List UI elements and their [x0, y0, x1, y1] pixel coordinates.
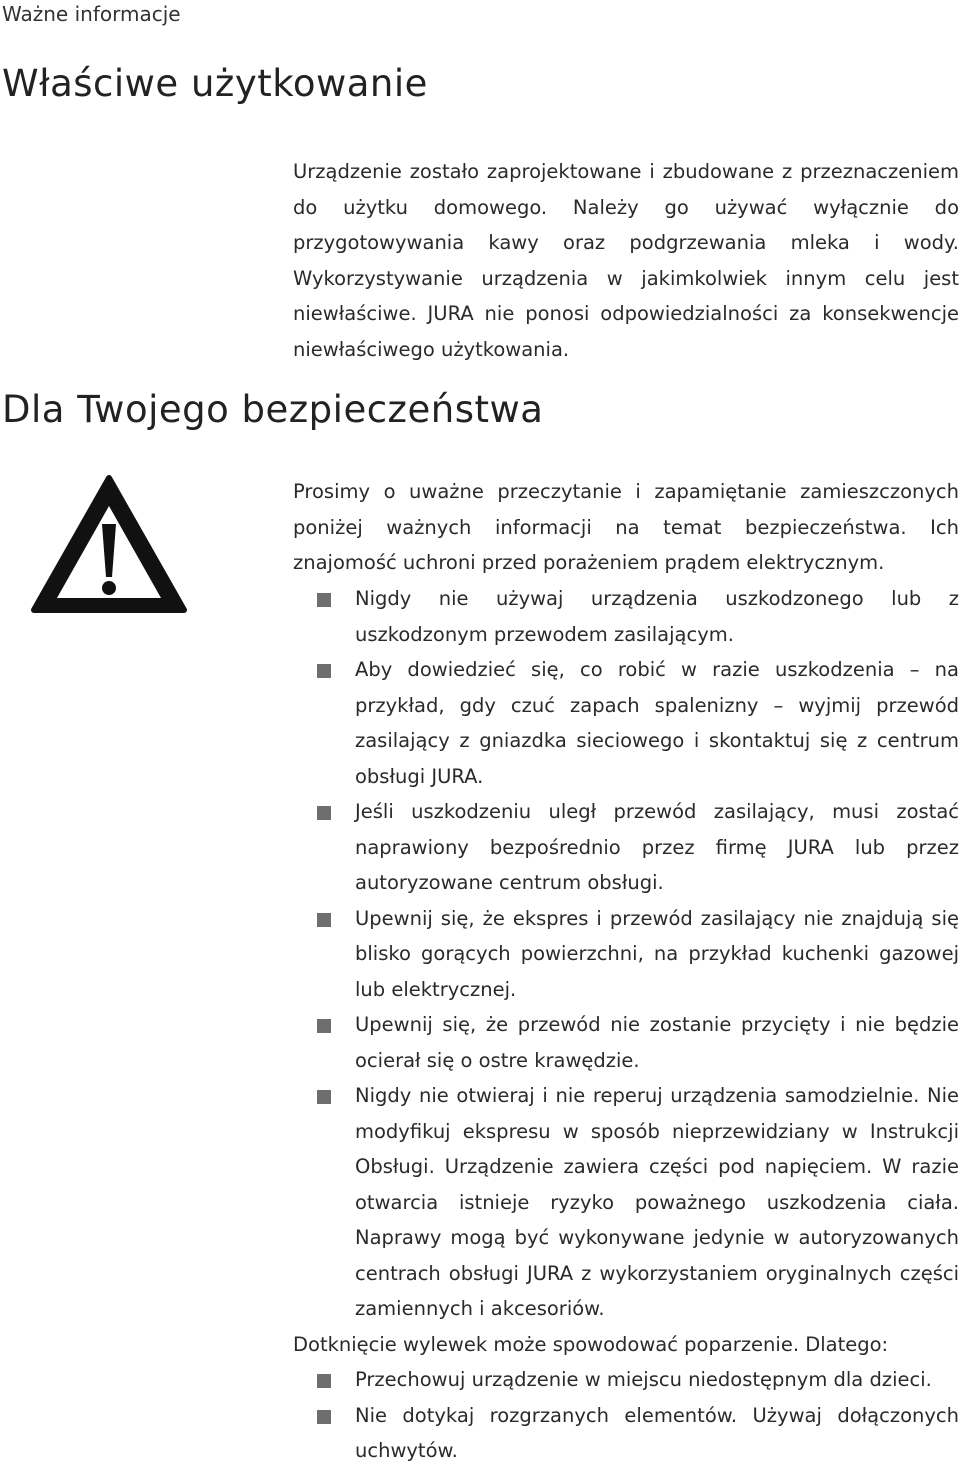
list-item: Upewnij się, że ekspres i przewód zasilający nie znajdują się blisko gorących powierzchni, na przykład kuchenki gazowej lub elektrycznej.: [293, 901, 959, 1008]
running-header: Ważne informacje: [2, 2, 181, 26]
bullet-square-icon: [317, 1410, 331, 1424]
hot-parts-bullet-list: [293, 1362, 959, 1469]
list-item: Przechowuj urządzenie w miejscu niedostępnym dla dzieci.: [293, 1362, 959, 1398]
list-item: Nie dotykaj rozgrzanych elementów. Używaj dołączonych uchwytów.: [293, 1398, 959, 1469]
list-item: Jeśli uszkodzeniu uległ przewód zasilający, musi zostać naprawiony bezpośrednio przez firmę JURA lub przez autoryzowane centrum obsługi.: [293, 794, 959, 901]
intended-use-paragraph: Urządzenie zostało zaprojektowane i zbudowane z przeznaczeniem do użytku domowego. Należy go używać wyłącznie do przygotowywania kawy oraz podgrzewania mleka i wody. Wykorzystywanie urządzenia w jakimkolwiek innym celu jest niewłaściwe. JURA nie ponosi odpowiedzialności za konsekwencje niewłaściwego użytkowania.: [293, 160, 959, 361]
section-title-intended-use: Właściwe użytkowanie: [2, 62, 428, 105]
list-item: Nigdy nie używaj urządzenia uszkodzonego lub z uszkodzonym przewodem zasilającym.: [293, 581, 959, 652]
bullet-square-icon: [317, 1019, 331, 1033]
bullet-square-icon: [317, 593, 331, 607]
list-item: Nigdy nie otwieraj i nie reperuj urządzenia samodzielnie. Nie modyfikuj ekspresu w sposób nieprzewidziany w Instrukcji Obsługi. Urządzenie zawiera części pod napięciem. W razie otwarcia istnieje ryzyko poważnego uszkodzenia ciała. Naprawy mogą być wykonywane jedynie w autoryzowanych centrach obsługi JURA z wykorzystaniem oryginalnych części zamiennych i akcesoriów.: [293, 1078, 959, 1327]
bullet-square-icon: [317, 1090, 331, 1104]
bullet-square-icon: [317, 806, 331, 820]
list-item: Aby dowiedzieć się, co robić w razie uszkodzenia – na przykład, gdy czuć zapach spalenizny – wyjmij przewód zasilający z gniazdka sieciowego i skontaktuj się z centrum obsługi JURA.: [293, 652, 959, 794]
bullet-square-icon: [317, 664, 331, 678]
bullet-square-icon: [317, 1374, 331, 1388]
hot-parts-intro-paragraph: Dotknięcie wylewek może spowodować poparzenie. Dlatego:: [293, 1333, 889, 1356]
safety-intro-paragraph: Prosimy o uważne przeczytanie i zapamiętanie zamieszczonych poniżej ważnych informacji na temat bezpieczeństwa. Ich znajomość uchroni przed porażeniem prądem elektrycznym.: [293, 480, 959, 574]
warning-triangle-icon: [30, 474, 188, 614]
list-item: Upewnij się, że przewód nie zostanie przycięty i nie będzie ocierał się o ostre krawędzie.: [293, 1007, 959, 1078]
section-title-safety: Dla Twojego bezpieczeństwa: [2, 388, 544, 431]
bullet-square-icon: [317, 913, 331, 927]
safety-bullet-list: [293, 581, 959, 1327]
